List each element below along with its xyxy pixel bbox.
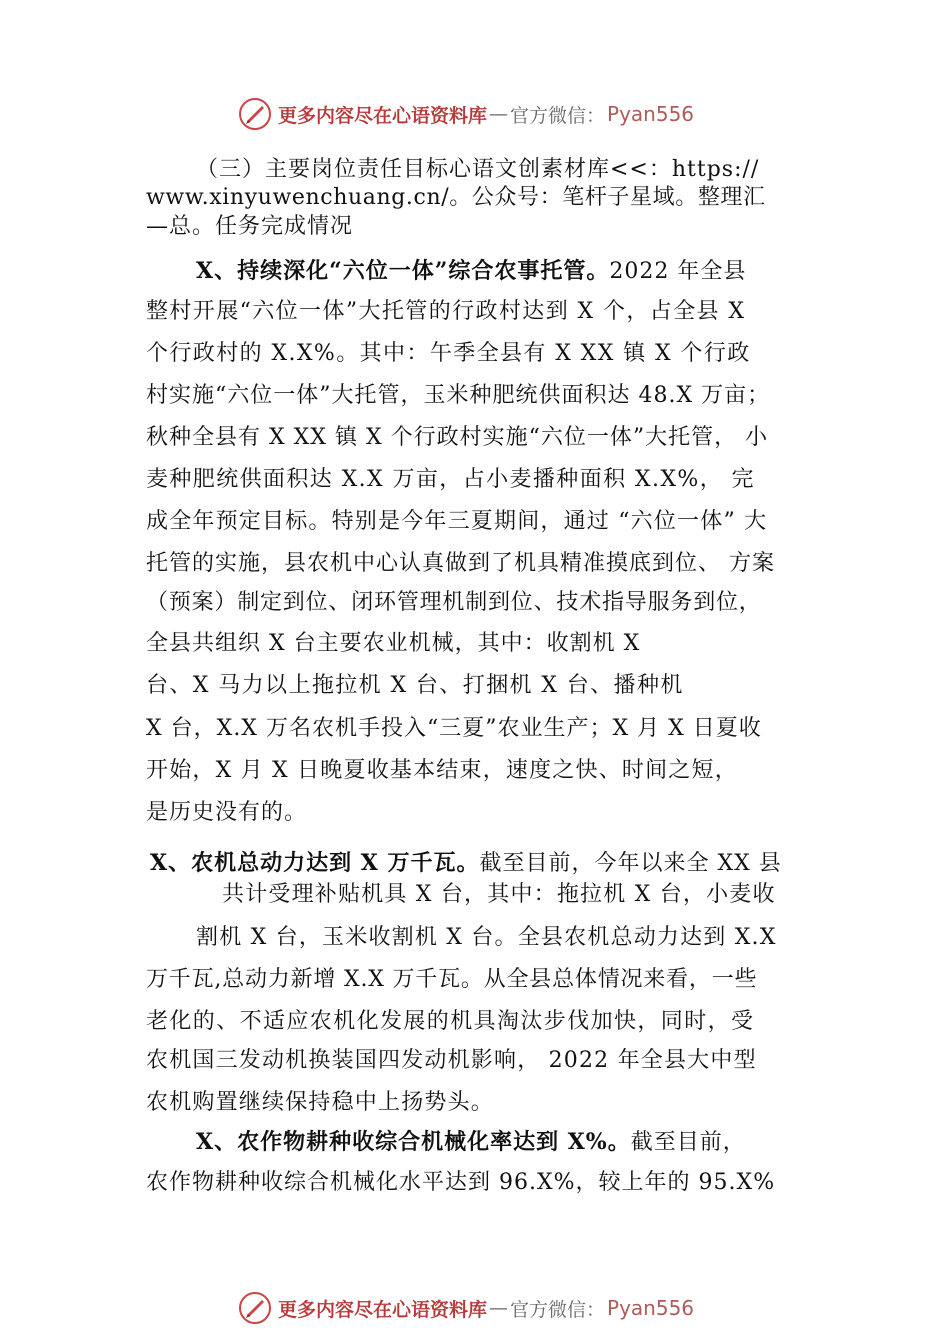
section-title-line: www.xinyuwenchuang.cn/。公众号：笔杆子星域。整理汇 (146, 185, 766, 210)
paragraph-line: 秋种全县有 X XX 镇 X 个行政村实施“六位一体”大托管， 小 (146, 425, 769, 450)
paragraph-heading: X、农作物耕种收综合机械化率达到 X%。 (196, 1129, 631, 1155)
paragraph-line: 台、X 马力以上拖拉机 X 台、打捆机 X 台、播种机 (146, 673, 684, 698)
banner-label: 官方微信： (510, 1298, 606, 1321)
banner-separator: — (489, 103, 509, 125)
banner-title: 更多内容尽在心语资料库 (278, 1298, 488, 1321)
paragraph-line: 个行政村的 X.X%。其中：午季全县有 X XX 镇 X 个行政 (146, 341, 751, 366)
paragraph-heading: X、持续深化“六位一体”综合农事托管。 (196, 258, 610, 284)
paragraph-line: X、持续深化“六位一体”综合农事托管。2022 年全县 (196, 258, 747, 284)
paragraph-line: 麦种肥统供面积达 X.X 万亩，占小麦播种面积 X.X%， 完 (146, 467, 755, 492)
section-title-line: —总。任务完成情况 (146, 214, 354, 239)
header-banner (238, 96, 758, 132)
banner-wechat-id: Pyan556 (607, 1296, 695, 1320)
paragraph-line: X、农机总动力达到 X 万千瓦。截至目前，今年以来全 XX 县 (150, 850, 782, 876)
paragraph-line: 农作物耕种收综合机械化水平达到 96.X%，较上年的 95.X% (146, 1170, 776, 1195)
paragraph-line: 割机 X 台，玉米收割机 X 台。全县农机总动力达到 X.X (196, 925, 777, 950)
paragraph-line: 老化的、不适应农机化发展的机具淘汰步伐加快，同时，受 (146, 1009, 755, 1034)
footer-banner (238, 1290, 758, 1326)
pen-logo-icon (238, 97, 272, 131)
section-title-line: （三）主要岗位责任目标心语文创素材库<<：https:// (196, 157, 760, 182)
paragraph-line: 村实施“六位一体”大托管，玉米种肥统供面积达 48.X 万亩； (146, 383, 771, 408)
paragraph-line: X 台，X.X 万名农机手投入“三夏”农业生产；X 月 X 日夏收 (146, 716, 762, 741)
paragraph-line: 整村开展“六位一体”大托管的行政村达到 X 个，占全县 X (146, 299, 746, 324)
paragraph-line: 成全年预定目标。特别是今年三夏期间，通过 “六位一体” 大 (146, 509, 768, 534)
paragraph-line: 是历史没有的。 (146, 800, 308, 825)
banner-wechat-id: Pyan556 (607, 102, 695, 126)
paragraph-line: 共计受理补贴机具 X 台，其中：拖拉机 X 台，小麦收 (222, 882, 776, 907)
paragraph-line: X、农作物耕种收综合机械化率达到 X%。截至目前， (196, 1129, 746, 1155)
paragraph-heading: X、农机总动力达到 X 万千瓦。 (150, 850, 480, 876)
paragraph-line: 万千瓦,总动力新增 X.X 万千瓦。从全县总体情况来看，一些 (146, 967, 758, 992)
paragraph-line: （预案）制定到位、闭环管理机制到位、技术指导服务到位， (146, 590, 762, 615)
paragraph-line: 开始，X 月 X 日晚夏收基本结束，速度之快、时间之短， (146, 758, 738, 783)
pen-logo-icon (238, 1291, 272, 1325)
paragraph-line: 全县共组织 X 台主要农业机械，其中：收割机 X (146, 631, 641, 656)
banner-separator: — (489, 1297, 509, 1319)
banner-title: 更多内容尽在心语资料库 (278, 104, 488, 127)
banner-label: 官方微信： (510, 104, 606, 127)
paragraph-line: 托管的实施，县农机中心认真做到了机具精准摸底到位、 方案 (146, 551, 775, 576)
paragraph-line: 农机购置继续保持稳中上扬势头。 (146, 1090, 495, 1115)
paragraph-line: 农机国三发动机换装国四发动机影响， 2022 年全县大中型 (146, 1048, 757, 1073)
